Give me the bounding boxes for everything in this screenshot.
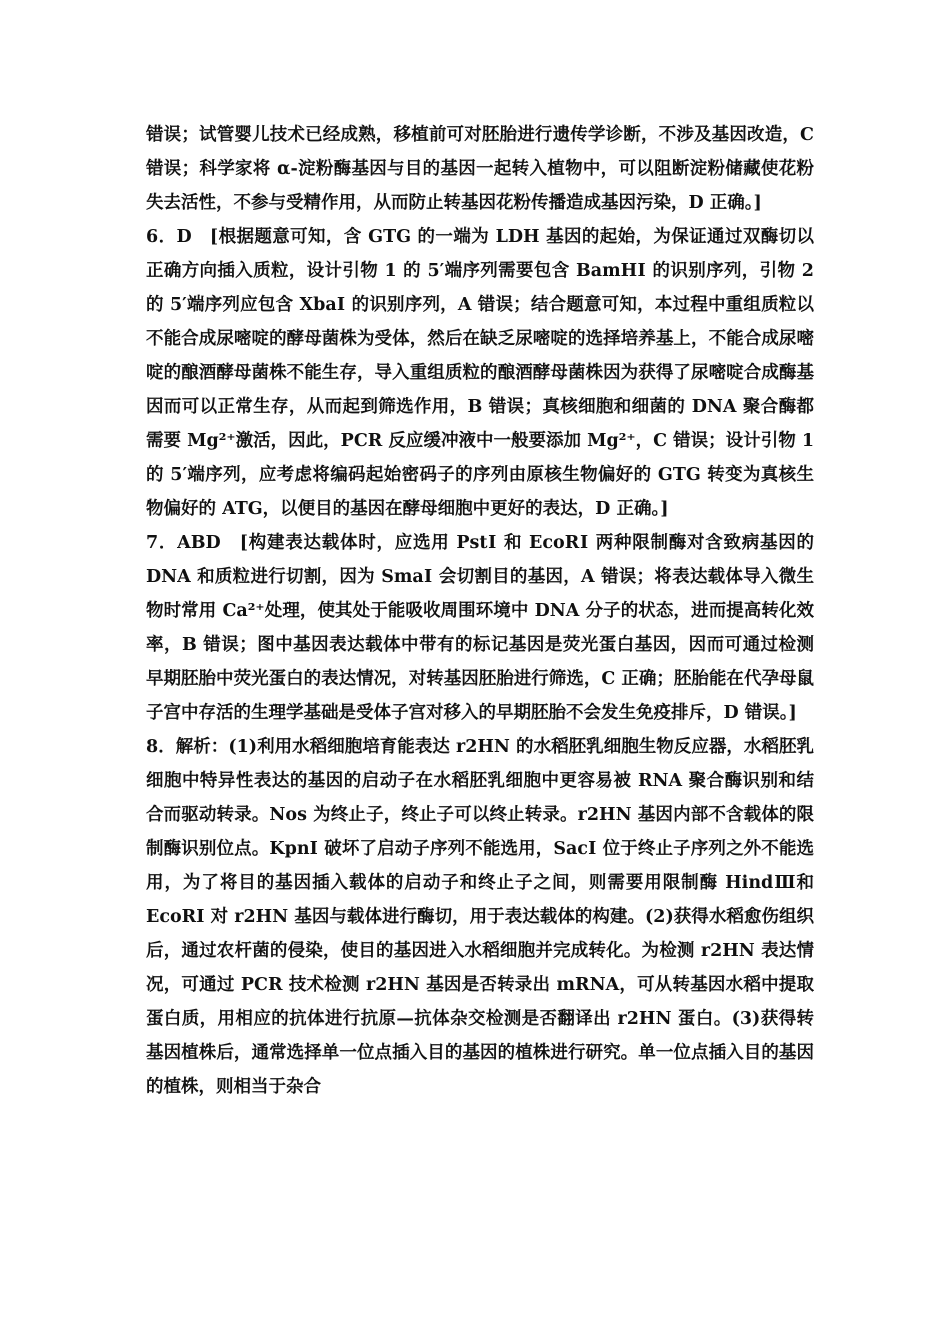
- paragraph-text: 7．ABD [构建表达载体时，应选用 PstⅠ 和 EcoRⅠ 两种限制酶对含致病基因的 DNA 和质粒进行切割，因为 SmaⅠ 会切割目的基因，A 错误；将表达载体导入微生物时常用 Ca²⁺处理，使其处于能吸收周围环境中 DNA 分子的状态，进而提高转化效率，B 错误；图中基因表达载体中带有的标记基因是荧光蛋白基因，因而可通过检测早期胚胎中荧光蛋白的表达情况，对转基因胚胎进行筛选，C 正确；胚胎能在代孕母鼠子宫中存活的生理学基础是受体子宫对移入的早期胚胎不会发生免疫排斥，D 错误。]: [146, 533, 814, 723]
- paragraph-text: 6．D [根据题意可知，含 GTG 的一端为 LDH 基因的起始，为保证通过双酶切以正确方向插入质粒，设计引物 1 的 5′端序列需要包含 BamHⅠ 的识别序列，引物 2 的 5′端序列应包含 XbaⅠ 的识别序列，A 错误；结合题意可知，本过程中重组质粒以不能合成尿嘧啶的酵母菌株为受体，然后在缺乏尿嘧啶的选择培养基上，不能合成尿嘧啶的酿酒酵母菌株不能生存，导入重组质粒的酿酒酵母菌株因为获得了尿嘧啶合成酶基因而可以正常生存，从而起到筛选作用，B 错误；真核细胞和细菌的 DNA 聚合酶都需要 Mg²⁺激活，因此，PCR 反应缓冲液中一般要添加 Mg²⁺，C 错误；设计引物 1 的 5′端序列，应考虑将编码起始密码子的序列由原核生物偏好的 GTG 转变为真核生物偏好的 ATG，以便目的基因在酵母细胞中更好的表达，D 正确。]: [146, 227, 814, 519]
- para-answer-5-continued: [146, 118, 814, 220]
- para-answer-8: [146, 730, 814, 1104]
- para-answer-6: [146, 220, 814, 526]
- answer-text-block: [146, 118, 814, 1104]
- paragraph-text: 8．解析：(1)利用水稻细胞培育能表达 r2HN 的水稻胚乳细胞生物反应器，水稻胚乳细胞中特异性表达的基因的启动子在水稻胚乳细胞中更容易被 RNA 聚合酶识别和结合而驱动转录。Nos 为终止子，终止子可以终止转录。r2HN 基因内部不含载体的限制酶识别位点。KpnⅠ 破坏了启动子序列不能选用，SacⅠ 位于终止子序列之外不能选用，为了将目的基因插入载体的启动子和终止子之间，则需要用限制酶 HindⅢ和 EcoRⅠ 对 r2HN 基因与载体进行酶切，用于表达载体的构建。(2)获得水稻愈伤组织后，通过农杆菌的侵染，使目的基因进入水稻细胞并完成转化。为检测 r2HN 表达情况，可通过 PCR 技术检测 r2HN 基因是否转录出 mRNA，可从转基因水稻中提取蛋白质，用相应的抗体进行抗原—抗体杂交检测是否翻译出 r2HN 蛋白。(3)获得转基因植株后，通常选择单一位点插入目的基因的植株进行研究。单一位点插入目的基因的植株，则相当于杂合: [146, 737, 814, 1097]
- paragraph-text: 错误；试管婴儿技术已经成熟，移植前可对胚胎进行遗传学诊断，不涉及基因改造，C 错误；科学家将 α-淀粉酶基因与目的基因一起转入植物中，可以阻断淀粉储藏使花粉失去活性，不参与受精作用，从而防止转基因花粉传播造成基因污染，D 正确。]: [146, 125, 814, 213]
- para-answer-7: [146, 526, 814, 730]
